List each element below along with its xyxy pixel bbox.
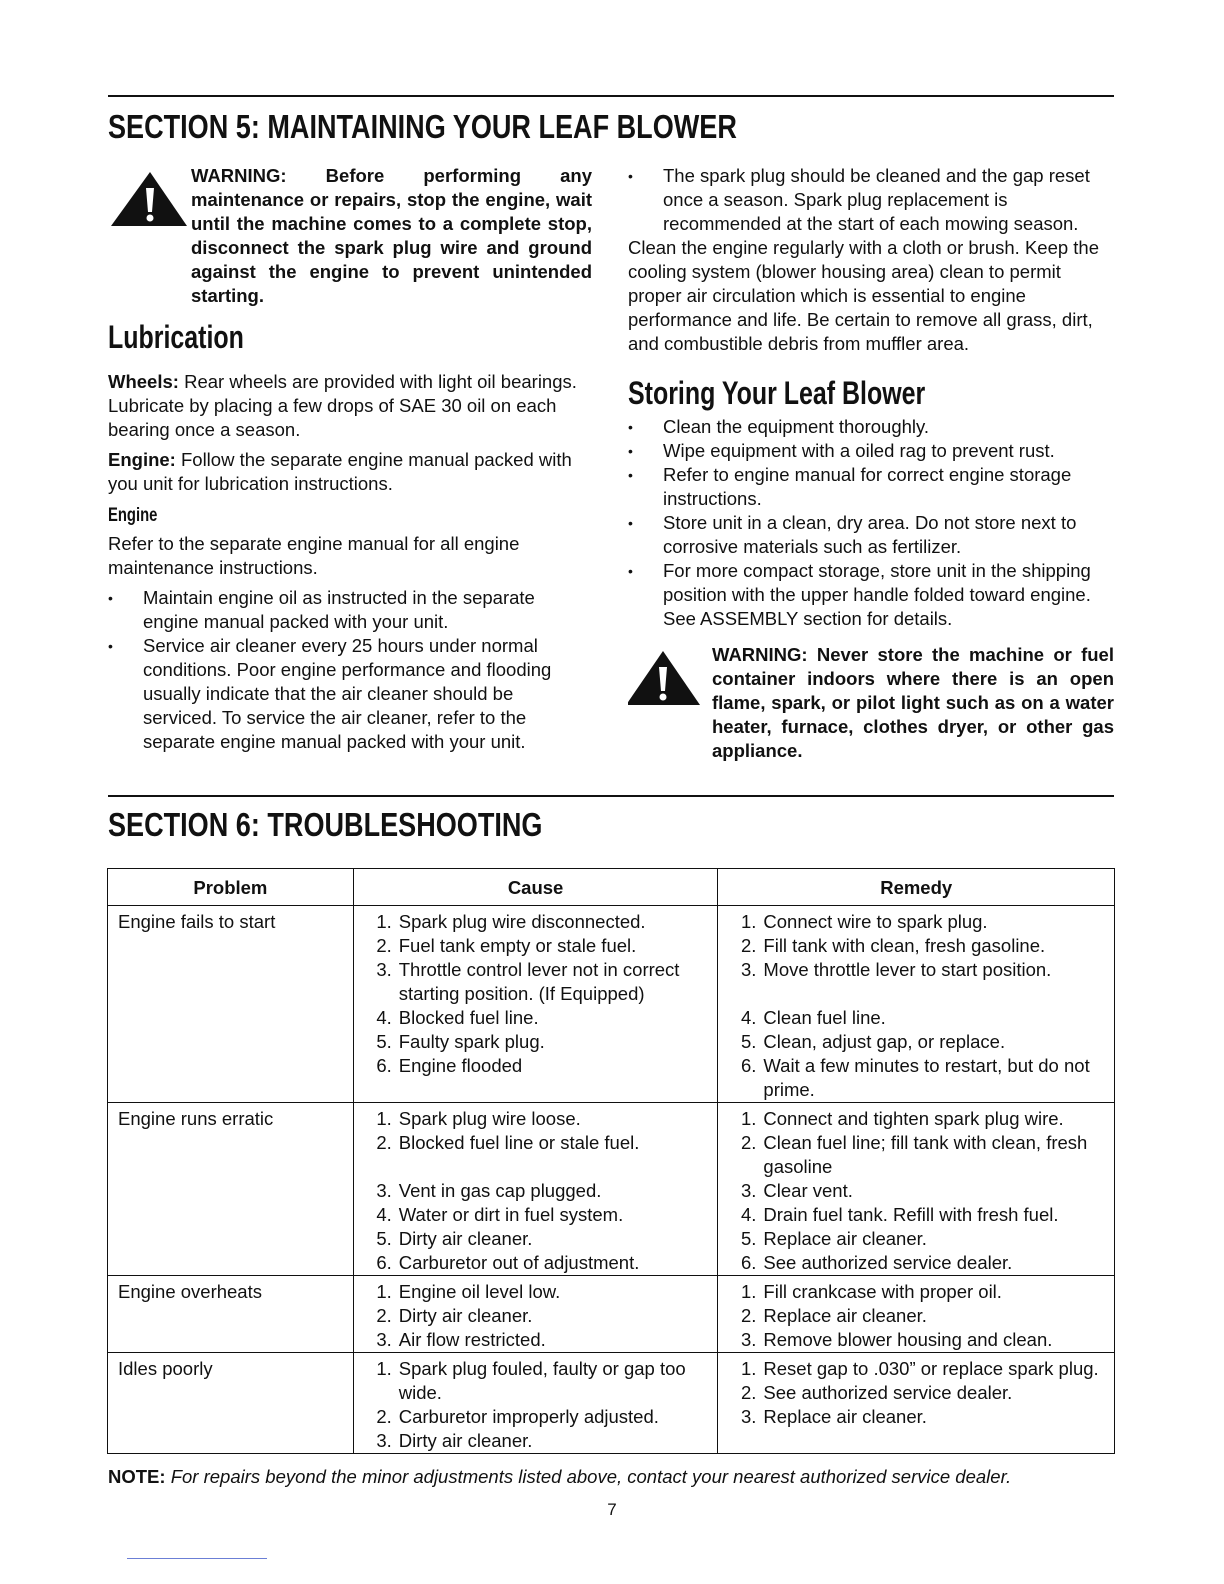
troubleshooting-table [107,868,1115,1454]
remedy-cell [718,1103,1115,1276]
list-item: 2. Clean fuel line; fill tank with clean, fresh gasoline [740,1132,1088,1177]
table-row [108,1103,1115,1276]
note-label: NOTE: [108,1466,166,1487]
list-item: 1. Spark plug fouled, faulty or gap too wide. [376,1358,686,1403]
list-item: 2. Fuel tank empty or stale fuel. [376,935,637,956]
list-item: • Store unit in a clean, dry area. Do not store next to corrosive materials such as fertilizer. [628,511,1116,559]
list-item: • Service air cleaner every 25 hours under normal conditions. Poor engine performance and flooding usually indicate that the air cleaner should be serviced. To service the air cleaner, refer to the separate engine manual packed with your unit. [108,634,592,754]
wheels-paragraph [108,370,592,442]
warning-block-maintenance [108,164,592,308]
problem-cell: Engine runs erratic [108,1103,354,1276]
repair-note [108,1465,1011,1489]
spark-plug-bullet [628,164,1116,236]
cause-cell [353,1276,718,1353]
list-item: 3. Air flow restricted. [376,1329,546,1350]
engine-label: Engine: [108,449,176,470]
remedy-cell [718,1276,1115,1353]
list-item: 5. Dirty air cleaner. [376,1228,533,1249]
wheels-text: Rear wheels are provided with light oil bearings. Lubricate by placing a few drops of SAE 30 oil on each bearing once a season. [108,371,577,440]
list-item: 3. Move throttle lever to start position. [740,959,1052,980]
list-item: 5. Clean, adjust gap, or replace. [740,1031,1006,1052]
problem-cell: Idles poorly [108,1353,354,1454]
list-item: 2. Carburetor improperly adjusted. [376,1406,659,1427]
list-item: • For more compact storage, store unit in the shipping position with the upper handle folded toward engine. See ASSEMBLY section for details. [628,559,1116,631]
section5-title: SECTION 5: MAINTAINING YOUR LEAF BLOWER [108,108,737,145]
section5-left-column [108,164,592,754]
warning-block-storage [628,643,1116,763]
list-item: 2. See authorized service dealer. [740,1382,1013,1403]
warning-triangle-icon [628,643,712,707]
engine-intro: Refer to the separate engine manual for all engine maintenance instructions. [108,533,520,578]
list-item: 1. Connect and tighten spark plug wire. [740,1108,1064,1129]
list-item: 4. Clean fuel line. [740,1007,886,1028]
list-item: 5. Replace air cleaner. [740,1228,927,1249]
list-item: • Wipe equipment with a oiled rag to prevent rust. [628,439,1116,463]
list-item: 1. Connect wire to spark plug. [740,911,988,932]
engine-lube-paragraph [108,448,592,496]
table-row [108,906,1115,1103]
warning-triangle-icon [108,164,191,228]
list-item: 6. Engine flooded [376,1055,523,1076]
list-item: 6. See authorized service dealer. [740,1252,1013,1273]
section6-top-rule [108,795,1114,797]
list-item: 2. Dirty air cleaner. [376,1305,533,1326]
engine-lube-text: Follow the separate engine manual packed with you unit for lubrication instructions. [108,449,572,494]
problem-cell: Engine fails to start [108,906,354,1103]
problem-cell: Engine overheats [108,1276,354,1353]
list-item: 6. Carburetor out of adjustment. [376,1252,640,1273]
lubrication-heading: Lubrication [108,319,244,355]
remedy-cell [718,906,1115,1103]
list-item: • Clean the equipment thoroughly. [628,415,1116,439]
list-item: 1. Spark plug wire loose. [376,1108,581,1129]
list-item: 3. Dirty air cleaner. [376,1430,533,1451]
storing-bullets [628,415,1116,631]
list-item: 2. Replace air cleaner. [740,1305,927,1326]
list-item: 5. Faulty spark plug. [376,1031,545,1052]
cause-cell [353,1103,718,1276]
table-row [108,1276,1115,1353]
list-item: 3. Remove blower housing and clean. [740,1329,1053,1350]
list-item: 4. Water or dirt in fuel system. [376,1204,624,1225]
list-item: 6. Wait a few minutes to restart, but do not prime. [740,1055,1090,1100]
warning-text-storage: WARNING: Never store the machine or fuel container indoors where there is an open flame, spark, or pilot light such as on a water heater, furnace, clothes dryer, or other gas appliance. [712,644,1114,761]
cause-cell [353,1353,718,1454]
note-text: For repairs beyond the minor adjustments listed above, contact your nearest authorized service dealer. [165,1466,1012,1487]
storing-heading: Storing Your Leaf Blower [628,375,926,411]
list-item: • The spark plug should be cleaned and the gap reset once a season. Spark plug replacement is recommended at the start of each mowing season. [628,164,1116,236]
page-number: 7 [607,1500,617,1519]
header-remedy: Remedy [718,869,1115,906]
list-item: • Refer to engine manual for correct engine storage instructions. [628,463,1116,511]
remedy-cell [718,1353,1115,1454]
header-problem: Problem [108,869,354,906]
wheels-label: Wheels: [108,371,179,392]
clean-engine-paragraph: Clean the engine regularly with a cloth or brush. Keep the cooling system (blower housing area) clean to permit proper air circulation which is essential to engine performance and life. Be certain to remove all grass, dirt, and combustible debris from muffler area. [628,237,1100,354]
table-header-row [108,869,1115,906]
list-item: 3. Replace air cleaner. [740,1406,927,1427]
list-item: 1. Reset gap to .030” or replace spark plug. [740,1358,1099,1379]
engine-heading: Engine [108,505,158,526]
section5-top-rule [108,95,1114,97]
list-item: 2. Fill tank with clean, fresh gasoline. [740,935,1046,956]
warning-text-maintenance: WARNING: Before performing any maintenance or repairs, stop the engine, wait until the machine comes to a complete stop, disconnect the spark plug wire and ground against the engine to prevent unintended starting. [191,165,592,306]
list-item: 1. Spark plug wire disconnected. [376,911,646,932]
list-item: 4. Blocked fuel line. [376,1007,539,1028]
list-item: 3. Clear vent. [740,1180,853,1201]
section5-right-column [628,164,1116,763]
list-item: 1. Engine oil level low. [376,1281,561,1302]
table-row [108,1353,1115,1454]
list-item: 3. Throttle control lever not in correct starting position. (If Equipped) [376,959,680,1004]
engine-bullets [108,586,592,754]
header-cause: Cause [353,869,718,906]
list-item: • Maintain engine oil as instructed in the separate engine manual packed with your unit. [108,586,592,634]
list-item: 1. Fill crankcase with proper oil. [740,1281,1002,1302]
cause-cell [353,906,718,1103]
footer-link-line [127,1558,267,1559]
list-item: 4. Drain fuel tank. Refill with fresh fuel. [740,1204,1059,1225]
section6-title: SECTION 6: TROUBLESHOOTING [108,806,543,843]
list-item: 3. Vent in gas cap plugged. [376,1180,602,1201]
list-item: 2. Blocked fuel line or stale fuel. [376,1132,640,1153]
